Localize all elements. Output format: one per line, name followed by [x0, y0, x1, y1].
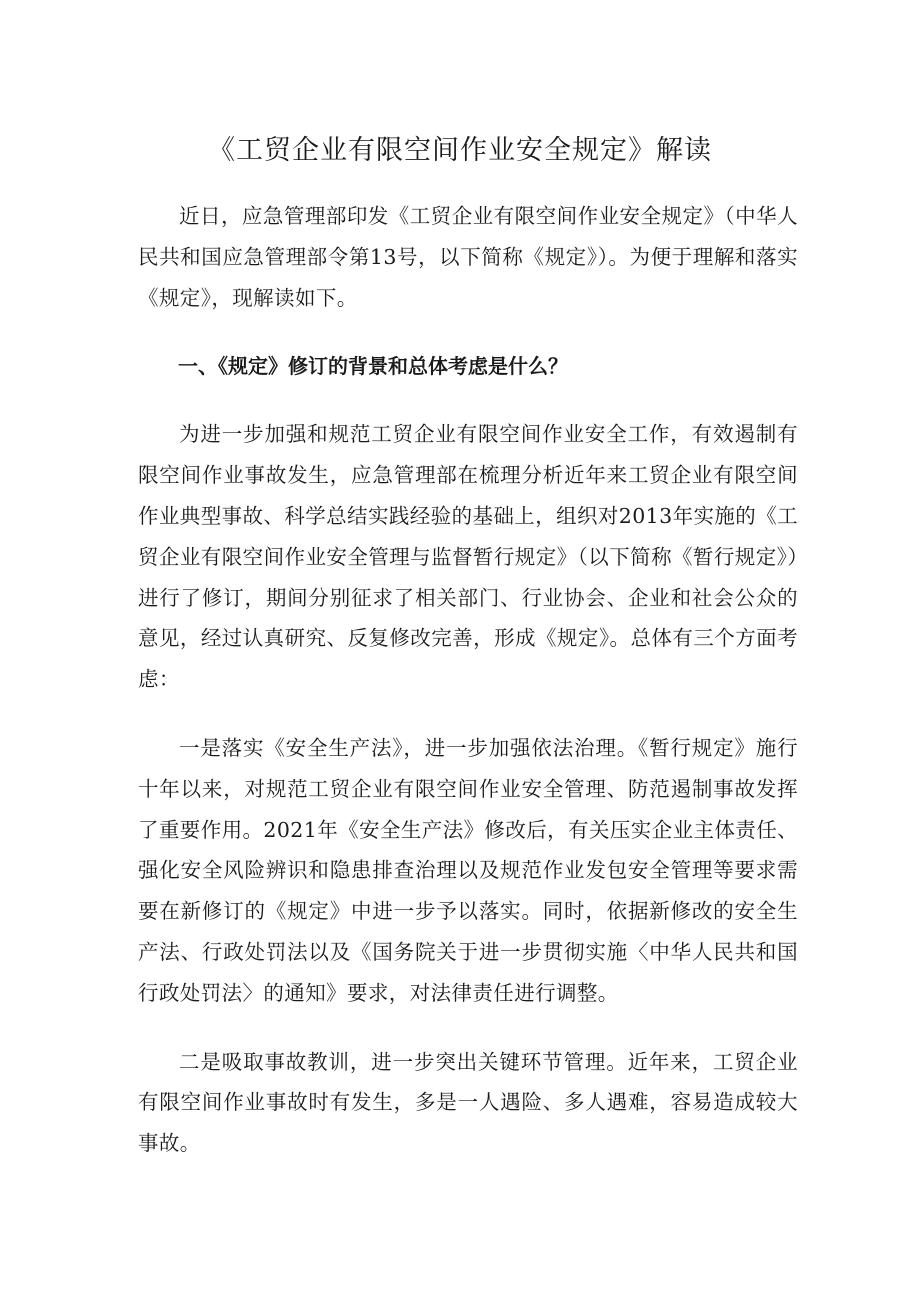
section-heading: 一、《规定》修订的背景和总体考虑是什么？: [178, 354, 568, 379]
body-paragraph-2: 一是落实《安全生产法》，进一步加强依法治理。《暂行规定》施行十年以来，对规范工贸企业有限空间作业安全管理、防范遏制事故发挥了重要作用。2021年《安全生产法》修改后，有关压实企业主体责任、强化安全风险辨识和隐患排查治理以及规范作业发包安全管理等要求需要在新修订的《规定》中进一步予以落实。同时，依据新修改的安全生产法、行政处罚法以及《国务院关于进一步贯彻实施〈中华人民共和国行政处罚法〉的通知》要求，对法律责任进行调整。: [138, 735, 798, 1005]
paragraph-gap: [138, 318, 798, 346]
paragraph-gap: [138, 386, 798, 414]
body-paragraph-3: 二是吸取事故教训，进一步突出关键环节管理。近年来，工贸企业有限空间作业事故时有发生，多是一人遇险、多人遇难，容易造成较大事故。: [138, 1049, 798, 1156]
document-title: 《工贸企业有限空间作业安全规定》解读: [208, 135, 712, 166]
document-body: [138, 196, 798, 1164]
paragraph-gap: [138, 700, 798, 728]
intro-paragraph: 近日，应急管理部印发《工贸企业有限空间作业安全规定》（中华人民共和国应急管理部令第13号，以下简称《规定》）。为便于理解和落实《规定》，现解读如下。: [138, 204, 798, 310]
paragraph-gap: [138, 1014, 798, 1042]
body-paragraph-1: 为进一步加强和规范工贸企业有限空间作业安全工作，有效遏制有限空间作业事故发生，应急管理部在梳理分析近年来工贸企业有限空间作业典型事故、科学总结实践经验的基础上，组织对2013年实施的《工贸企业有限空间作业安全管理与监督暂行规定》（以下简称《暂行规定》）进行了修订，期间分别征求了相关部门、行业协会、企业和社会公众的意见，经过认真研究、反复修改完善，形成《规定》。总体有三个方面考虑：: [138, 422, 798, 692]
